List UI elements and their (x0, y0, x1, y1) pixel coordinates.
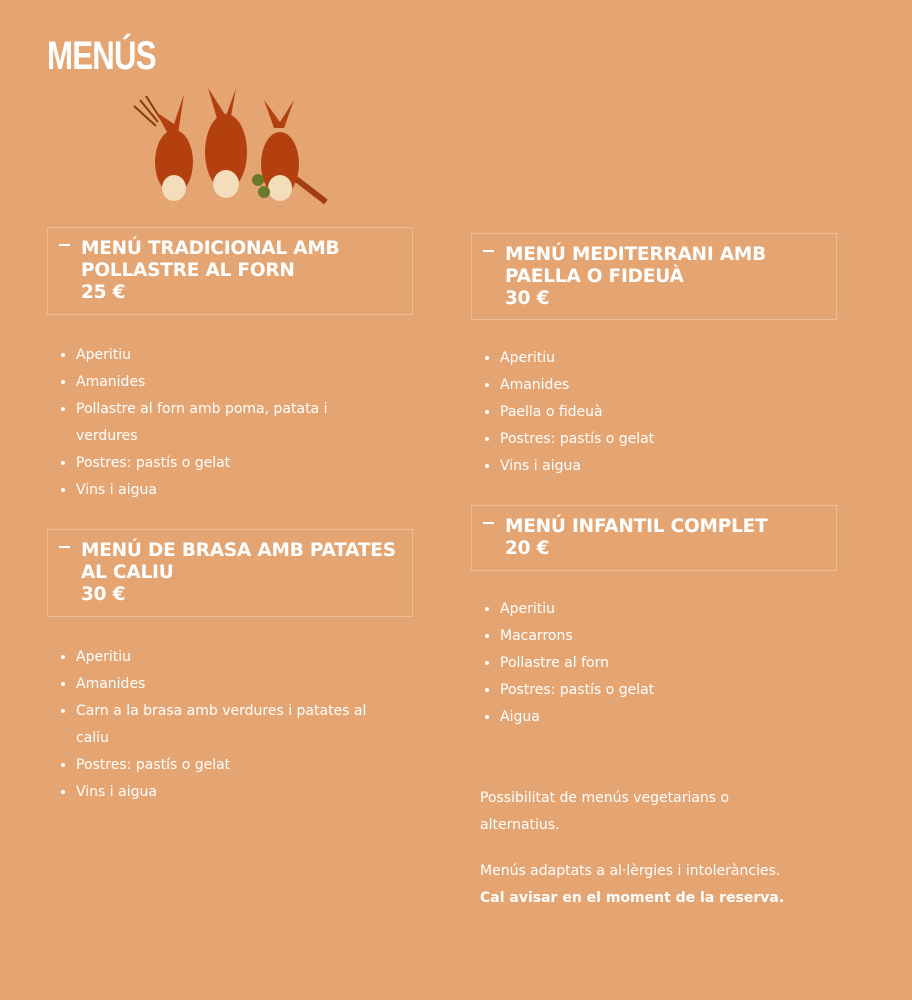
list-item: • Aigua (500, 704, 837, 731)
menu-price: 25 € (81, 282, 126, 303)
menu-name: MENÚ DE BRASA AMB PATATES AL CALIU (81, 540, 396, 583)
menu-toggle-mediterrani[interactable] (471, 233, 837, 320)
list-item: • Vins i aigua (76, 779, 413, 806)
menu-items-list (471, 345, 837, 480)
menu-name: MENÚ TRADICIONAL AMB POLLASTRE AL FORN (81, 238, 340, 281)
menu-price: 30 € (81, 584, 126, 605)
list-item: • Paella o fideuà (500, 399, 837, 426)
list-item: • Aperitiu (500, 345, 837, 372)
list-item: • Pollastre al forn amb poma, patata i verdures (76, 396, 413, 450)
menu-notes (471, 785, 800, 912)
menu-toggle-tradicional[interactable] (47, 227, 413, 315)
donkeys-logo (126, 84, 336, 216)
list-item: • Aperitiu (76, 342, 413, 369)
list-item: • Amanides (76, 369, 413, 396)
menu-toggle-brasa[interactable] (47, 529, 413, 617)
vegetarian-note: Possibilitat de menús vegetarians o alternatius. (480, 790, 730, 833)
minus-icon (483, 522, 494, 524)
menu-left-column (47, 227, 413, 806)
list-item: • Aperitiu (76, 644, 413, 671)
menu-price: 30 € (505, 288, 550, 309)
minus-icon (483, 250, 494, 252)
page-title: MENÚS (47, 34, 156, 78)
list-item: • Postres: pastís o gelat (76, 752, 413, 779)
menu-items-list (47, 342, 413, 504)
menu-items-list (47, 644, 413, 806)
list-item: • Vins i aigua (76, 477, 413, 504)
minus-icon (59, 244, 70, 246)
allergies-note (480, 858, 800, 912)
menu-price: 20 € (505, 538, 550, 559)
reservation-warning: Cal avisar en el moment de la reserva. (480, 890, 785, 906)
list-item: • Vins i aigua (500, 453, 837, 480)
list-item: • Amanides (500, 372, 837, 399)
menu-name: MENÚ INFANTIL COMPLET (505, 516, 768, 537)
menu-right-column (471, 233, 837, 912)
menu-items-list (471, 596, 837, 731)
menu-name: MENÚ MEDITERRANI AMB PAELLA O FIDEUÀ (505, 244, 766, 287)
list-item: • Amanides (76, 671, 413, 698)
list-item: • Carn a la brasa amb verdures i patates al caliu (76, 698, 413, 752)
menu-toggle-infantil[interactable] (471, 505, 837, 571)
list-item: • Postres: pastís o gelat (76, 450, 413, 477)
list-item: • Aperitiu (500, 596, 837, 623)
list-item: • Postres: pastís o gelat (500, 426, 837, 453)
list-item: • Postres: pastís o gelat (500, 677, 837, 704)
list-item: • Macarrons (500, 623, 837, 650)
list-item: • Pollastre al forn (500, 650, 837, 677)
minus-icon (59, 546, 70, 548)
allergies-text: Menús adaptats a al·lèrgies i intoleràncies. (480, 863, 781, 879)
